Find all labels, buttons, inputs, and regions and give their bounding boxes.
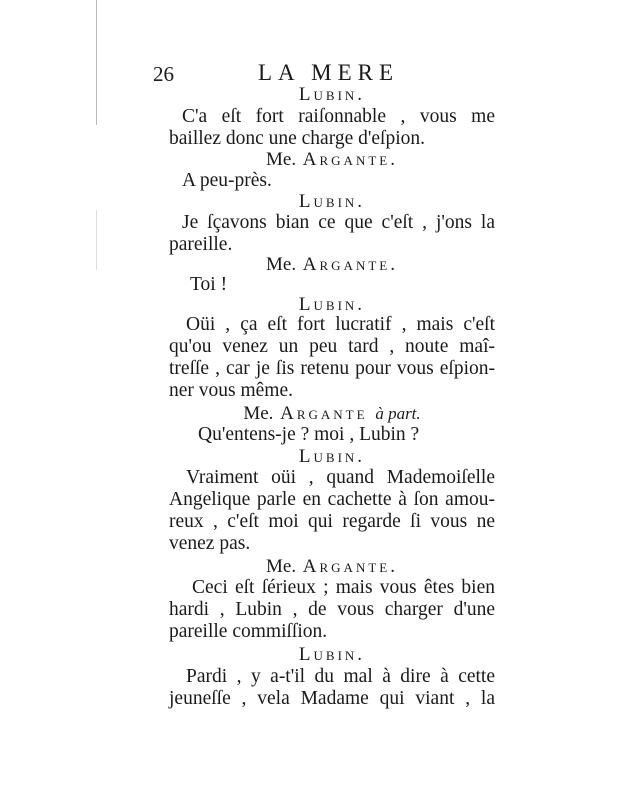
- text-line: Je ſçavons bian ce que c'eſt , j'ons la: [182, 212, 495, 233]
- text-line: baillez donc une charge d'eſpion.: [169, 128, 426, 149]
- text-line: Toi !: [190, 274, 228, 295]
- speaker-heading: Lubin.: [298, 191, 366, 212]
- text-line: A peu-près.: [182, 170, 272, 191]
- speaker-heading: Lubin.: [298, 446, 366, 467]
- text-line: qu'ou venez un peu tard , noute maî-: [169, 336, 495, 357]
- text-line: Angelique parle en cachette à ſon amou-: [169, 489, 495, 510]
- text-line: Qu'entens-je ? moi , Lubin ?: [198, 424, 420, 445]
- text-line: Pardi , y a-t'il du mal à dire à cette: [186, 666, 495, 687]
- speaker-heading: Lubin.: [298, 84, 366, 105]
- speaker-heading: Me. Argante à part.: [243, 403, 421, 424]
- text-line: Oüi , ça eſt fort lucratif , mais c'eſt: [186, 314, 495, 335]
- speaker-heading: Me. Argante.: [266, 556, 398, 577]
- text-line: Ceci eſt ſérieux ; mais vous êtes bien: [192, 577, 495, 598]
- running-title: LA MERE: [258, 60, 400, 85]
- page-edge-line: [96, 0, 97, 125]
- text-line: ner vous même.: [169, 380, 294, 401]
- text-line: Vraiment oüi , quand Mademoiſelle: [186, 467, 495, 488]
- page-edge-line: [96, 210, 97, 270]
- text-line: reux , c'eſt moi qui regarde ſi vous ne: [169, 511, 495, 532]
- text-line: C'a eſt fort raiſonnable , vous me: [182, 106, 495, 127]
- text-line: venez pas.: [169, 533, 251, 554]
- page-number: 26: [153, 62, 174, 86]
- speaker-heading: Me. Argante.: [266, 149, 398, 170]
- speaker-heading: Lubin.: [298, 644, 366, 665]
- speaker-heading: Lubin.: [298, 294, 366, 315]
- text-line: hardi , Lubin , de vous charger d'une: [169, 599, 495, 620]
- text-line: jeuneſſe , vela Madame qui viant , la: [169, 688, 495, 709]
- text-line: pareille commiſſion.: [169, 621, 328, 642]
- text-line: pareille.: [169, 234, 233, 255]
- speaker-heading: Me. Argante.: [266, 254, 398, 275]
- text-line: treſſe , car je ſis retenu pour vous eſpion-: [169, 358, 495, 379]
